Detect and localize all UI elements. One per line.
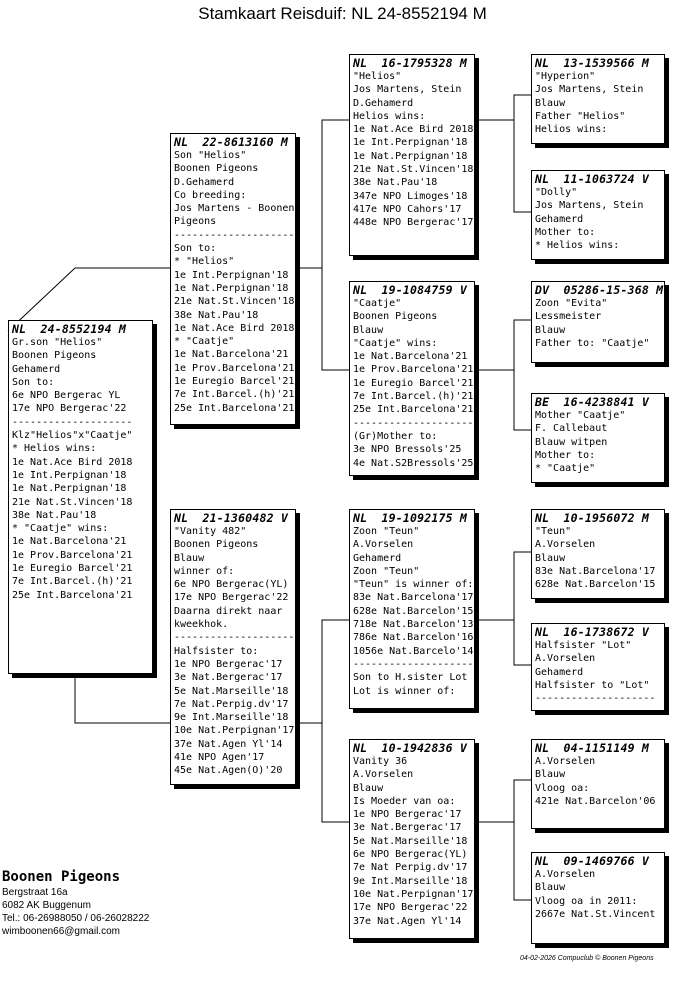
card-line: 6e NPO Bergerac(YL): [174, 579, 289, 591]
card-line: "Caatje": [353, 298, 402, 309]
card-line: 1e Nat.Barcelona'21: [174, 349, 289, 361]
card-line: 17e NPO Bergerac'22: [12, 403, 127, 415]
card-line: Mother "Caatje": [535, 410, 626, 421]
card-line: Blauw: [535, 97, 566, 109]
card-line: --------------------: [12, 416, 133, 428]
card-lines: [12, 336, 149, 602]
pedigree-card-father: [170, 133, 296, 425]
card-line: 421e Nat.Barcelon'06: [535, 795, 656, 807]
card-line: Daarna direkt naar: [174, 605, 283, 617]
card-line: Jos Martens, Stein: [535, 200, 644, 212]
pedigree-card-mm: [349, 739, 475, 939]
pedigree-card-mother: [170, 509, 296, 785]
card-line: Father to: "Caatje": [535, 337, 650, 349]
card-lines: [353, 297, 474, 470]
card-line: 10e Nat.Perpignan'17: [174, 725, 295, 737]
card-line: A.Vorselen: [535, 869, 596, 880]
card-line: Son to:: [12, 376, 55, 388]
card-line: Gehamerd: [353, 552, 402, 564]
card-line: 1e Int.Perpignan'18: [12, 469, 127, 481]
card-lines: [535, 525, 661, 591]
card-line: * Helios wins:: [12, 443, 97, 455]
card-line: "Dolly": [535, 187, 578, 198]
card-line: 38e Nat.Pau'18: [174, 309, 259, 321]
card-line: 1e Nat.Barcelona'21: [353, 351, 468, 363]
card-line: 1e Nat.Ace Bird 2018: [174, 322, 295, 334]
card-line: 21e Nat.St.Vincen'18: [353, 164, 474, 176]
card-line: 718e Nat.Barcelon'13: [353, 619, 474, 631]
ring-number: DV 05286-15-368 M: [535, 283, 664, 297]
breeder-address: Bergstraat 16a: [2, 887, 68, 898]
card-lines: [535, 409, 661, 475]
card-line: Klz"Helios"x"Caatje": [12, 430, 133, 442]
card-line: 3e Nat.Bergerac'17: [174, 672, 283, 684]
card-line: Mother to:: [535, 226, 596, 238]
card-line: 38e Nat.Pau'18: [12, 509, 97, 521]
card-line: 1e Nat.Perpignan'18: [353, 150, 468, 162]
card-line: A.Vorselen: [535, 653, 596, 665]
card-line: 628e Nat.Barcelon'15: [535, 579, 656, 591]
card-line: * "Caatje": [174, 336, 235, 348]
ring-number: NL 16-1738672 V: [535, 625, 649, 639]
card-line: --------------------: [174, 632, 295, 644]
card-line: 25e Int.Barcelona'21: [12, 589, 133, 601]
card-line: 7e Int.Barcel.(h)'21: [353, 391, 474, 403]
card-line: Is Moeder van oa:: [353, 795, 456, 807]
breeder-city: 6082 AK Buggenum: [2, 900, 91, 911]
ring-number: NL 10-1956072 M: [535, 511, 649, 525]
card-line: 5e Nat.Marseille'18: [353, 835, 468, 847]
card-line: 17e NPO Bergerac'22: [353, 902, 468, 914]
ring-number: NL 21-1360482 V: [174, 511, 288, 525]
print-stamp: 04-02-2026 Compuclub © Boonen Pigeons: [520, 955, 654, 962]
ring-number: NL 22-8613160 M: [174, 135, 288, 149]
card-line: 25e Int.Barcelona'21: [174, 402, 295, 414]
pedigree-card-ff: [349, 54, 475, 256]
card-line: --------------------: [353, 417, 474, 429]
card-line: 1e NPO Bergerac'17: [353, 809, 462, 821]
pedigree-card-fm: [349, 281, 475, 476]
card-line: Blauw: [535, 324, 566, 336]
card-line: Zoon "Evita": [535, 298, 608, 309]
card-line: Lessmeister: [535, 311, 602, 323]
card-line: Gr.son "Helios": [12, 337, 103, 348]
card-line: Son "Helios": [174, 150, 247, 161]
card-line: 1e Nat.Perpignan'18: [12, 483, 127, 495]
card-line: 1e Int.Perpignan'18: [174, 269, 289, 281]
card-line: 41e NPO Agen'17: [174, 752, 265, 764]
card-line: Zoon "Teun": [353, 526, 420, 537]
pedigree-card-fff: [531, 54, 665, 144]
pedigree-card-subject: [8, 320, 153, 674]
card-line: Boonen Pigeons: [174, 163, 259, 175]
card-line: Gehamerd: [535, 213, 584, 225]
card-line: 9e Int.Marseille'18: [174, 712, 289, 724]
card-line: --------------------: [353, 658, 474, 670]
card-line: Father "Helios": [535, 110, 626, 122]
card-line: 7e Nat Perpig.dv'17: [353, 862, 468, 874]
card-line: "Teun": [535, 526, 572, 537]
card-line: 347e NPO Limoges'18: [353, 190, 468, 202]
card-line: 1e Euregio Barcel'21: [174, 376, 295, 388]
card-line: 2667e Nat.St.Vincent: [535, 908, 656, 920]
card-line: Vloog oa:: [535, 782, 590, 794]
card-lines: [535, 297, 661, 350]
card-line: "Hyperion": [535, 71, 596, 82]
card-line: 4e Nat.S2Bressols'25: [353, 457, 474, 469]
card-line: Vanity 36: [353, 756, 408, 767]
card-lines: [174, 149, 295, 415]
card-line: 1e Int.Perpignan'18: [353, 137, 468, 149]
card-line: 786e Nat.Barcelon'16: [353, 632, 474, 644]
card-lines: [535, 755, 661, 808]
pedigree-card-mff: [531, 509, 665, 599]
card-lines: [353, 755, 474, 928]
breeder-phone: Tel.: 06-26988050 / 06-26028222: [2, 913, 150, 924]
card-line: "Vanity 482": [174, 526, 247, 537]
ring-number: NL 09-1469766 V: [535, 854, 649, 868]
card-line: Son to:: [174, 243, 217, 255]
card-line: F. Callebaut: [535, 423, 608, 435]
card-lines: [353, 70, 474, 230]
card-line: 1e Euregio Barcel'21: [353, 377, 474, 389]
card-line: Mother to:: [535, 449, 596, 461]
card-line: Helios wins:: [353, 110, 426, 122]
card-line: * Helios wins:: [535, 240, 620, 252]
ring-number: NL 10-1942836 V: [353, 741, 467, 755]
card-line: Gehamerd: [535, 666, 584, 678]
ring-number: BE 16-4238841 V: [535, 395, 649, 409]
card-line: Boonen Pigeons: [353, 311, 438, 323]
card-line: D.Gehamerd: [353, 97, 414, 109]
card-line: "Teun" is winner of:: [353, 579, 474, 591]
card-line: Son to H.sister Lot: [353, 672, 468, 684]
card-line: winner of:: [174, 565, 235, 577]
pedigree-card-ffm: [531, 170, 665, 260]
card-line: * "Caatje": [535, 463, 596, 475]
pedigree-card-mfm: [531, 623, 665, 711]
card-lines: [535, 70, 661, 136]
card-line: Jos Martens, Stein: [353, 84, 462, 96]
card-line: 5e Nat.Marseille'18: [174, 685, 289, 697]
card-line: A.Vorselen: [353, 539, 414, 551]
pedigree-card-mmf: [531, 739, 665, 829]
card-line: "Caatje" wins:: [353, 337, 438, 349]
card-line: 7e Int.Barcel.(h)'21: [12, 576, 133, 588]
card-lines: [535, 639, 661, 705]
card-line: --------------------: [174, 229, 295, 241]
card-line: 10e Nat.Perpignan'17: [353, 888, 474, 900]
card-lines: [535, 868, 661, 921]
card-line: 1e Prov.Barcelona'21: [353, 364, 474, 376]
card-line: Pigeons: [174, 216, 217, 228]
card-line: Zoon "Teun": [353, 565, 420, 577]
breeder-email: wimboonen66@gmail.com: [2, 926, 120, 937]
card-line: 25e Int.Barcelona'21: [353, 404, 474, 416]
card-lines: [353, 525, 474, 698]
card-line: 1e Nat.Ace Bird 2018: [12, 456, 133, 468]
ring-number: NL 24-8552194 M: [12, 322, 126, 336]
card-line: 17e NPO Bergerac'22: [174, 592, 289, 604]
card-line: 3e NPO Bressols'25: [353, 444, 462, 456]
card-line: A.Vorselen: [535, 539, 596, 551]
card-line: 3e Nat.Bergerac'17: [353, 822, 462, 834]
card-line: "Helios": [353, 71, 402, 82]
card-line: 83e Nat.Barcelona'17: [353, 592, 474, 604]
pedigree-card-fmf: [531, 281, 665, 363]
ring-number: NL 16-1795328 M: [353, 56, 467, 70]
card-line: Halfsister to "Lot": [535, 679, 650, 691]
card-line: 83e Nat.Barcelona'17: [535, 565, 656, 577]
card-line: 37e Nat.Agen Yl'14: [174, 738, 283, 750]
card-line: (Gr)Mother to:: [353, 430, 438, 442]
card-line: D.Gehamerd: [174, 176, 235, 188]
card-line: Co breeding:: [174, 189, 247, 201]
card-line: 1056e Nat.Barcelo'14: [353, 645, 474, 657]
card-line: 1e NPO Bergerac'17: [174, 658, 283, 670]
card-line: A.Vorselen: [353, 769, 414, 781]
card-line: 448e NPO Bergerac'17: [353, 217, 474, 229]
card-line: 1e Euregio Barcel'21: [12, 563, 133, 575]
pedigree-card-fmm: [531, 393, 665, 483]
card-line: Halfsister to:: [174, 645, 259, 657]
card-line: 37e Nat.Agen Yl'14: [353, 915, 462, 927]
card-line: Boonen Pigeons: [12, 350, 97, 362]
card-line: 45e Nat.Agen(O)'20: [174, 765, 283, 777]
card-line: 6e NPO Bergerac YL: [12, 390, 121, 402]
breeder-contact: [2, 868, 149, 938]
card-line: 628e Nat.Barcelon'15: [353, 605, 474, 617]
card-line: --------------------: [535, 693, 656, 705]
card-line: 1e Prov.Barcelona'21: [174, 362, 295, 374]
card-line: * "Helios": [174, 256, 235, 268]
card-line: Vloog oa in 2011:: [535, 895, 638, 907]
card-line: Blauw: [353, 324, 384, 336]
card-line: * "Caatje" wins:: [12, 523, 109, 535]
page-title: Stamkaart Reisduif: NL 24-8552194 M: [198, 4, 487, 23]
ring-number: NL 11-1063724 V: [535, 172, 649, 186]
card-line: 9e Int.Marseille'18: [353, 875, 468, 887]
card-line: kweekhok.: [174, 619, 229, 631]
card-line: 1e Nat.Ace Bird 2018: [353, 124, 474, 136]
card-line: 21e Nat.St.Vincen'18: [174, 296, 295, 308]
card-line: Blauw: [535, 552, 566, 564]
card-line: Blauw: [535, 882, 566, 894]
ring-number: NL 13-1539566 M: [535, 56, 649, 70]
card-line: Helios wins:: [535, 124, 608, 136]
ring-number: NL 04-1151149 M: [535, 741, 649, 755]
card-line: 417e NPO Cahors'17: [353, 203, 462, 215]
card-line: Lot is winner of:: [353, 685, 456, 697]
card-lines: [535, 186, 661, 252]
card-line: Boonen Pigeons: [174, 539, 259, 551]
card-line: Blauw witpen: [535, 436, 608, 448]
card-line: A.Vorselen: [535, 756, 596, 767]
pedigree-card-mf: [349, 509, 475, 709]
card-line: 21e Nat.St.Vincen'18: [12, 496, 133, 508]
card-line: 1e Nat.Barcelona'21: [12, 536, 127, 548]
card-line: 6e NPO Bergerac(YL): [353, 849, 468, 861]
breeder-name: Boonen Pigeons: [2, 869, 121, 885]
card-line: Gehamerd: [12, 363, 61, 375]
ring-number: NL 19-1084759 V: [353, 283, 467, 297]
card-line: 1e Nat.Perpignan'18: [174, 282, 289, 294]
card-line: 38e Nat.Pau'18: [353, 177, 438, 189]
card-line: Jos Martens - Boonen: [174, 203, 295, 215]
pedigree-card-mmm: [531, 852, 665, 944]
card-lines: [174, 525, 295, 778]
card-line: Blauw: [535, 769, 566, 781]
card-line: Blauw: [353, 782, 384, 794]
card-line: 7e Nat.Perpig.dv'17: [174, 698, 289, 710]
card-line: 1e Prov.Barcelona'21: [12, 549, 133, 561]
card-line: Jos Martens, Stein: [535, 84, 644, 96]
card-line: Blauw: [174, 552, 205, 564]
card-line: Halfsister "Lot": [535, 640, 632, 651]
ring-number: NL 19-1092175 M: [353, 511, 467, 525]
card-line: 7e Int.Barcel.(h)'21: [174, 389, 295, 401]
